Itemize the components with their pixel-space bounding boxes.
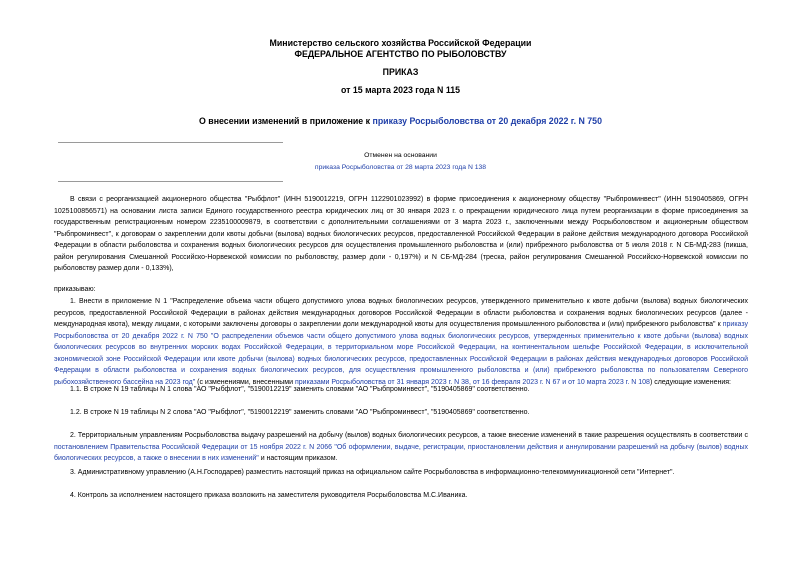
item-2-paragraph [54,430,748,465]
document-type: ПРИКАЗ [382,67,419,77]
item-2-text-a: 2. Территориальным управлениям Росрыболовства выдачу разрешений на добычу (вылов) водных биологических ресурсов, а также внесение изменений в такие разрешения осуществлять в соответствии с [70,432,748,439]
cancellation-note: Отменен на основании [364,152,437,159]
item-1-text-a: 1. Внести в приложение N 1 "Распределение объема части общего допустимого улова водных биологических ресурсов, утвержденного применительно к квоте добычи (вылова) водных биологических ресурсов, предоставленной Российской Федерации в районах действия международных договоров Российской Федерации в области рыболовства и сохранения водных биологических ресурсов (далее - международная квота), между лицами, с которыми заключены договоры о закреплении доли международной квоты для осуществления промышленного рыболовства и (или) прибрежного рыболовства" к [54,298,748,328]
item-2-text-b: и настоящим приказом. [258,455,338,462]
item-1-text-c: (с изменениями, внесенными [195,378,295,386]
item-1-order-link[interactable]: приказу Росрыболовства от 20 декабря 2022 г. N 750 [54,321,748,340]
ministry-name: Министерство сельского хозяйства Российской Федерации [269,38,532,48]
item-1-1-paragraph: 1.1. В строке N 19 таблицы N 1 слова "АО "Рыбфлот", "5190012219" заменить словами "АО "Рыбпроминвест", "5190405869" соответственно. [70,386,530,393]
intro-paragraph: В связи с реорганизацией акционерного общества "Рыбфлот" (ИНН 5190012219, ОГРН 1122901023992) в форме присоединения к акционерному обществу "Рыбпроминвест" (ИНН 5190405869, ОГРН 1025100856571) на основании листа записи Единого государственного реестра юридических лиц от 30 января 2023 г. о прекращении юридического лица путем реорганизации в форме присоединения за государственным регистрационным номером 2235100009879, в соответствии с дополнительными соглашениями от 3 марта 2023 г., заключенными между Росрыболовством и акционерным обществом "Рыбпроминвест", к договорам о закреплении доли квоты добычи (вылова) водных биологических ресурсов, предоставленной Российской Федерации в районе действия международного договора Российской Федерации в области рыболовства и сохранения водных биологических ресурсов для осуществления промышленного рыболовства и (или) прибрежного рыболовства от 5 июля 2018 г. N СБ-МД-283 (пикша, район регулирования Смешанной Российско-Норвежской комиссии по рыболовству, размер доли - 0,197%) и N СБ-МД-284 (треска, район регулирования Смешанной Российско-Норвежской комиссии по рыболовству размер доли - 0,133%), [54,196,748,272]
document-title [52,116,749,127]
title-text: О внесении изменений в приложение к [199,116,373,126]
divider-bottom [58,181,283,182]
item-1-amendments-link[interactable]: приказами Росрыболовства от 31 января 2023 г. N 38, от 16 февраля 2023 г. N 67 и от 10 марта 2023 г. N 108 [294,378,650,386]
agency-name: ФЕДЕРАЛЬНОЕ АГЕНТСТВО ПО РЫБОЛОВСТВУ [294,49,507,59]
item-1-order-title-link[interactable]: "О распределении объемов части общего допустимого улова водных биологических ресурсов, утвержденных применительно к квоте добычи (вылова) водных биологических ресурсов во внутренних морских водах Российской Федерации, в территориальном море Российской Федерации, на континентальном шельфе Российской Федерации, в исключительной экономической зоне Российской Федерации или квоте добычи (вылова) водных биологических ресурсов, предоставленных Российской Федерации в районах действия международных договоров Российской Федерации в области рыболовства и сохранения водных биологических ресурсов, для осуществления промышленного рыболовства и (или) прибрежного рыболовства по пользователям Северного рыбохозяйственного бассейна на 2023 год" [54,332,749,386]
cancellation-order-link[interactable]: приказа Росрыболовства от 28 марта 2023 года N 138 [314,164,487,171]
item-1-text-d: ) следующие изменения: [649,378,731,386]
item-2-resolution-link[interactable]: постановлением Правительства Российской Федерации от 15 ноября 2022 г. N 2066 "Об оформлении, выдаче, регистрации, приостановлении действия и аннулировании разрешений на добычу (вылов) водных биологических ресурсов, а также о внесении в них изменений" [54,443,748,462]
divider-top [58,142,283,143]
cancellation-line [52,162,749,174]
item-1-paragraph [54,296,748,388]
item-3-paragraph: 3. Административному управлению (А.Н.Господарев) разместить настоящий приказ на официальном сайте Росрыболовства в информационно-телекоммуникационной сети "Интернет". [70,469,675,476]
item-1-2-paragraph: 1.2. В строке N 19 таблицы N 2 слова "АО "Рыбфлот", "5190012219" заменить словами "АО "Рыбпроминвест", "5190405869" соответственно. [70,409,530,416]
title-order-link[interactable]: приказу Росрыболовства от 20 декабря 2022 г. N 750 [372,116,602,126]
document-date-number: от 15 марта 2023 года N 115 [340,85,461,95]
order-word: приказываю: [54,286,96,293]
item-4-paragraph: 4. Контроль за исполнением настоящего приказа возложить на заместителя руководителя Росрыболовства М.С.Иваника. [70,492,468,499]
